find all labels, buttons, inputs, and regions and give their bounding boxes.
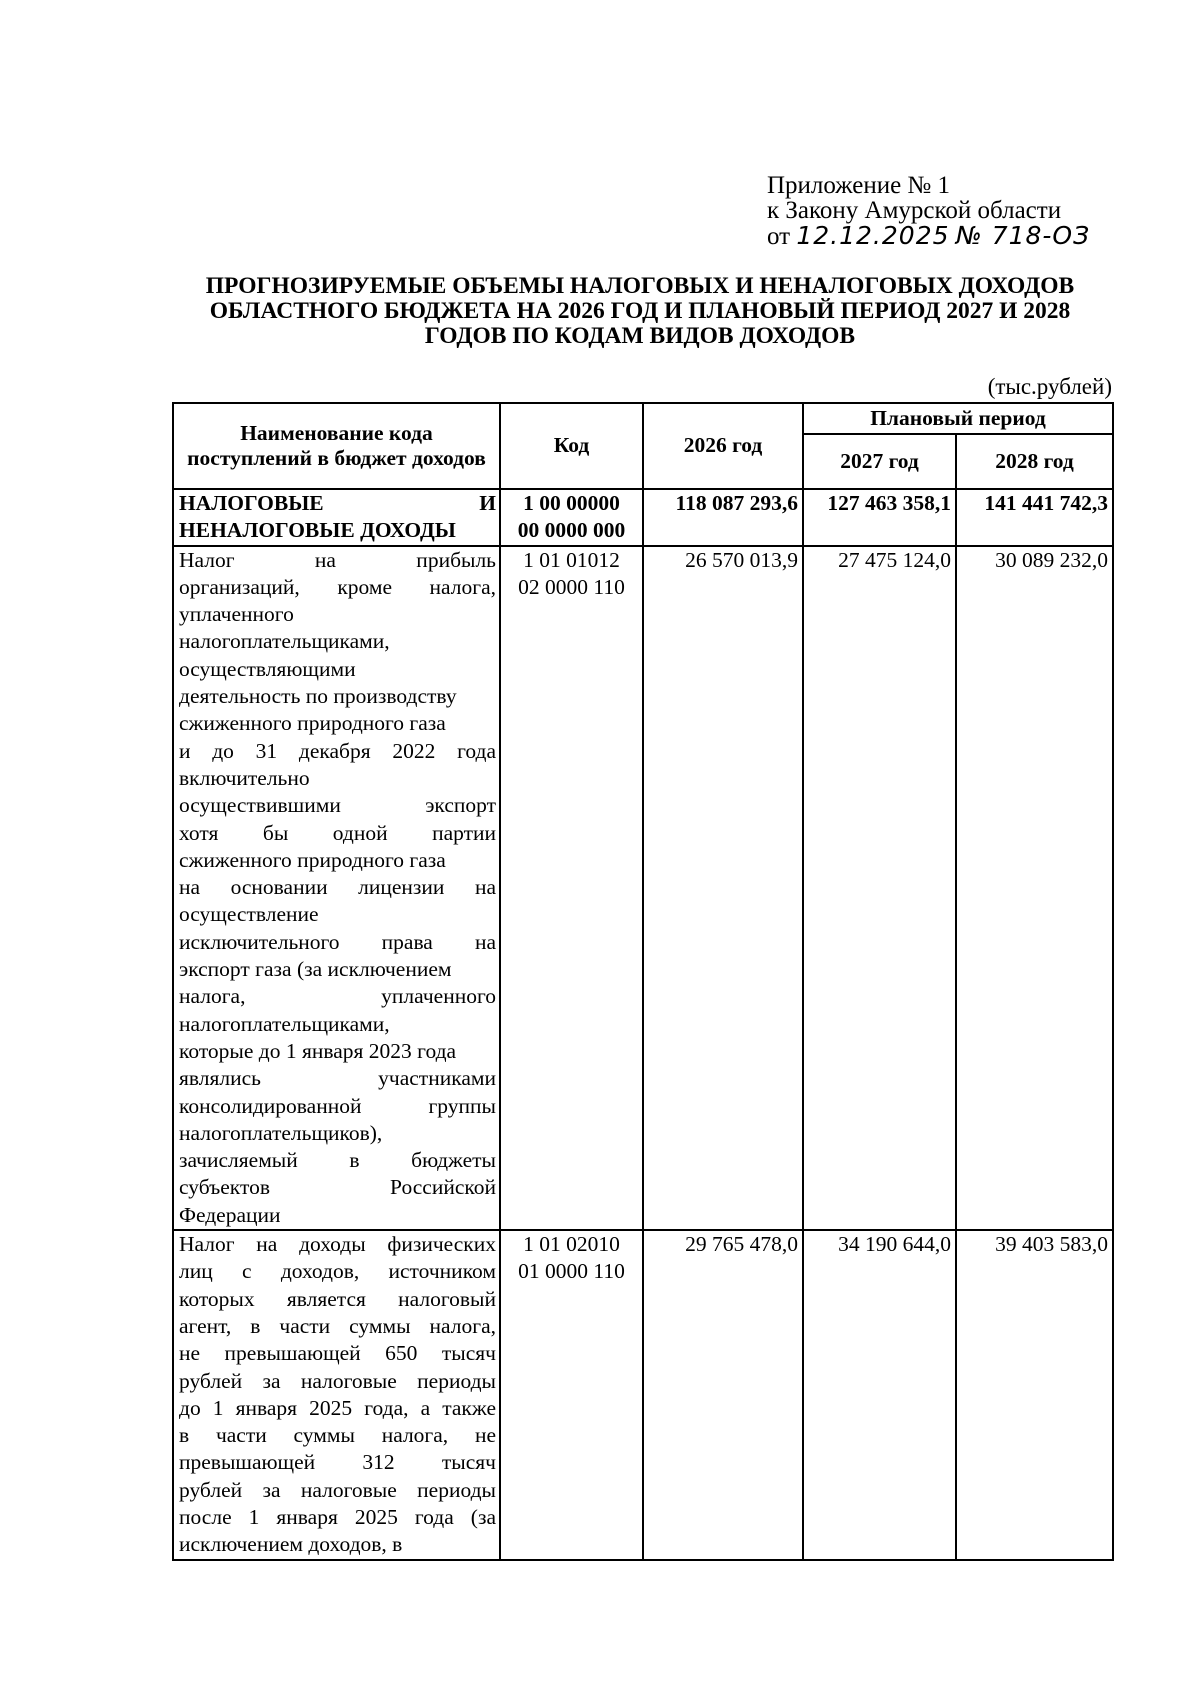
table-row xyxy=(173,546,1113,1230)
row-name xyxy=(173,546,500,1230)
row-name-line: сжиженного природного газа xyxy=(179,847,446,872)
row-name-line: на основании лицензии на xyxy=(179,875,496,900)
row-value-y2027: 127 463 358,1 xyxy=(803,489,956,546)
table-body xyxy=(173,489,1113,1560)
revenue-table xyxy=(172,402,1114,1561)
row-code xyxy=(500,546,643,1230)
table-row xyxy=(173,489,1113,546)
row-name-line: зачисляемый в бюджеты xyxy=(179,1148,496,1173)
row-code xyxy=(500,1230,643,1560)
row-name-line: в части суммы налога, не xyxy=(179,1423,496,1448)
row-name-line: которых является налоговый xyxy=(179,1286,496,1311)
row-name-line: налогоплательщиками, xyxy=(179,629,390,654)
row-name-line: экспорт газа (за исключением xyxy=(179,957,452,982)
row-value-y2026: 29 765 478,0 xyxy=(643,1230,803,1560)
row-name-line: НЕНАЛОГОВЫЕ ДОХОДЫ xyxy=(179,518,456,543)
row-name-line: организаций, кроме налога, xyxy=(179,574,496,599)
appendix-prefix: от xyxy=(767,223,791,250)
row-value-y2028: 141 441 742,3 xyxy=(956,489,1113,546)
row-name-line: до 1 января 2025 года, а также xyxy=(179,1395,496,1420)
row-name-line: осуществление xyxy=(179,902,319,927)
row-name-line: не превышающей 650 тысяч xyxy=(179,1341,496,1366)
header-code: Код xyxy=(500,403,643,489)
row-code-line: 1 01 02010 xyxy=(523,1232,620,1257)
appendix-line-3 xyxy=(767,223,1090,249)
row-name-line: хотя бы одной партии xyxy=(179,820,496,845)
row-name-line: НАЛОГОВЫЕ И xyxy=(179,491,496,515)
header-2027: 2027 год xyxy=(803,434,956,489)
row-code-line: 01 0000 110 xyxy=(518,1259,625,1284)
row-name-line: рублей за налоговые периоды xyxy=(179,1368,496,1393)
units-label: (тыс.рублей) xyxy=(987,374,1112,399)
row-value-y2027: 34 190 644,0 xyxy=(803,1230,956,1560)
header-2026: 2026 год xyxy=(643,403,803,489)
row-code xyxy=(500,489,643,546)
row-value-y2026: 26 570 013,9 xyxy=(643,546,803,1230)
title-line-1: ПРОГНОЗИРУЕМЫЕ ОБЪЕМЫ НАЛОГОВЫХ И НЕНАЛОГОВЫХ ДОХОДОВ xyxy=(205,273,1075,299)
row-code-line: 00 0000 000 xyxy=(517,518,626,543)
row-name-line: после 1 января 2025 года (за xyxy=(179,1504,496,1529)
header-2028: 2028 год xyxy=(956,434,1113,489)
title-line-3: ГОДОВ ПО КОДАМ ВИДОВ ДОХОДОВ xyxy=(424,323,856,349)
row-name-line: Федерации xyxy=(179,1202,281,1227)
row-name-line: и до 31 декабря 2022 года xyxy=(179,738,496,763)
row-name-line: агент, в части суммы налога, xyxy=(179,1313,496,1338)
row-code-line: 1 01 01012 xyxy=(523,547,620,572)
row-name-line: налогоплательщиков), xyxy=(179,1120,383,1145)
row-name-line: Налог на доходы физических xyxy=(179,1232,496,1257)
header-row-1 xyxy=(173,403,1113,434)
row-name xyxy=(173,489,500,546)
row-name-line: исключением доходов, в xyxy=(179,1532,403,1557)
row-name-line: консолидированной группы xyxy=(179,1093,496,1118)
row-name-line: являлись участниками xyxy=(179,1066,496,1091)
appendix-block xyxy=(767,173,1090,249)
handwritten-number: № 718-ОЗ xyxy=(955,221,1091,250)
row-name-line: сжиженного природного газа xyxy=(179,711,446,736)
row-value-y2028: 39 403 583,0 xyxy=(956,1230,1113,1560)
row-value-y2028: 30 089 232,0 xyxy=(956,546,1113,1230)
table-row xyxy=(173,1230,1113,1560)
row-value-y2027: 27 475 124,0 xyxy=(803,546,956,1230)
title-line-2: ОБЛАСТНОГО БЮДЖЕТА НА 2026 ГОД И ПЛАНОВЫЙ ПЕРИОД 2027 И 2028 xyxy=(209,298,1071,324)
row-name-line: налогоплательщиками, xyxy=(179,1011,390,1036)
appendix-line-1: Приложение № 1 xyxy=(767,172,951,199)
row-name-line: осуществляющими xyxy=(179,656,356,681)
row-name-line: налога, уплаченного xyxy=(179,984,496,1009)
row-code-line: 02 0000 110 xyxy=(518,574,625,599)
row-code-line: 1 00 00000 xyxy=(523,491,620,515)
handwritten-date: 12.12.2025 xyxy=(796,221,950,250)
row-name-line: деятельность по производству xyxy=(179,684,457,709)
row-name-line: Налог на прибыль xyxy=(179,547,496,572)
document-title xyxy=(175,274,1105,349)
row-name-line: рублей за налоговые периоды xyxy=(179,1477,496,1502)
row-name xyxy=(173,1230,500,1560)
appendix-line-2: к Закону Амурской области xyxy=(767,197,1062,224)
row-name-line: лиц с доходов, источником xyxy=(179,1259,496,1284)
row-name-line: которые до 1 января 2023 года xyxy=(179,1038,457,1063)
row-name-line: уплаченного xyxy=(179,602,294,627)
row-name-line: исключительного права на xyxy=(179,929,496,954)
row-name-line: превышающей 312 тысяч xyxy=(179,1450,496,1475)
row-name-line: субъектов Российской xyxy=(179,1175,496,1200)
header-planned-period: Плановый период xyxy=(803,403,1113,434)
row-name-line: включительно xyxy=(179,765,310,790)
header-name: Наименование кода поступлений в бюджет доходов xyxy=(173,403,500,489)
row-value-y2026: 118 087 293,6 xyxy=(643,489,803,546)
row-name-line: осуществившими экспорт xyxy=(179,793,496,818)
